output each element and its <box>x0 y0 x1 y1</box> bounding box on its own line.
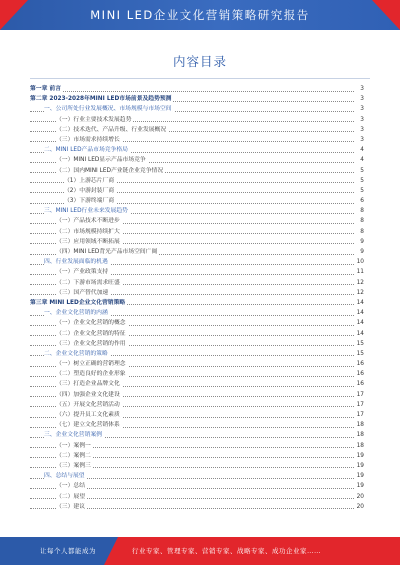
toc-page-number: 18 <box>354 430 364 440</box>
toc-entry[interactable] <box>30 145 364 155</box>
toc-entry[interactable] <box>30 115 364 125</box>
toc-entry-text: （一）产业政策支持 <box>56 267 110 277</box>
toc-entry-text: 三、MINI LED行业未来发展趋势 <box>44 206 130 216</box>
toc-page-number: 16 <box>354 359 364 369</box>
toc-page-number: 14 <box>354 298 364 308</box>
header-banner <box>0 0 400 30</box>
toc-page-number: 11 <box>354 267 364 277</box>
toc-entry[interactable] <box>30 420 364 430</box>
toc-page-number: 9 <box>354 247 364 257</box>
toc-entry-text: （三）案例三 <box>56 461 93 471</box>
toc-title: 内容目录 <box>172 54 227 69</box>
toc-entry[interactable] <box>30 390 364 400</box>
toc-entry[interactable] <box>30 461 364 471</box>
toc-page-number: 19 <box>354 461 364 471</box>
toc-entry[interactable] <box>30 186 364 196</box>
toc-entry-text: （三）国产替代加速 <box>56 288 110 298</box>
toc-entry[interactable] <box>30 176 364 186</box>
toc-page-number: 12 <box>354 288 364 298</box>
toc-entry-text: （一）MINI LED显示产品市场竞争 <box>56 155 148 165</box>
toc-page-number: 3 <box>354 125 364 135</box>
toc-page-number: 3 <box>354 115 364 125</box>
toc-entry-text: （二）市场规模持续扩大 <box>56 227 122 237</box>
toc-entry[interactable] <box>30 104 364 114</box>
toc-entry[interactable] <box>30 125 364 135</box>
toc-entry-text: （六）提升员工文化素质 <box>56 410 122 420</box>
footer-slogan-right: 行业专家、管理专家、营销专家、战略专家、成功企业家…… <box>132 547 321 555</box>
toc-page-number: 6 <box>354 196 364 206</box>
toc-entry[interactable] <box>30 278 364 288</box>
toc-entry-text: 四、总结与展望 <box>44 471 87 481</box>
toc-entry-text: （四）MINI LED背光产品市场空间广阔 <box>56 247 159 257</box>
toc-page-number: 3 <box>354 135 364 145</box>
toc-entry-text: （二）展望 <box>56 492 87 502</box>
toc-page-number: 5 <box>354 176 364 186</box>
toc-entry-text: （三）建议 <box>56 502 87 512</box>
toc-entry-text: （二）企业文化营销的特征 <box>56 329 128 339</box>
toc-entry-text: （二）技术迭代、产品升级、行业发展概况 <box>56 125 168 135</box>
toc-entry-text: （3）下游终端厂商 <box>64 196 116 206</box>
toc-page-number: 20 <box>354 492 364 502</box>
toc-entry[interactable] <box>30 502 364 512</box>
toc-entry-text: 一、公司所处行业发展概况、市场规模与市场空间 <box>44 104 174 114</box>
toc-page-number: 3 <box>354 84 364 94</box>
toc-entry[interactable] <box>30 359 364 369</box>
footer-slogan-left: 让每个人都能成为 <box>40 547 96 555</box>
toc-entry[interactable] <box>30 430 364 440</box>
toc-page-number: 4 <box>354 155 364 165</box>
toc-entry-text: （三）市场需求持续增长 <box>56 135 122 145</box>
toc-entry[interactable] <box>30 155 364 165</box>
toc-entry[interactable] <box>30 206 364 216</box>
toc-entry[interactable] <box>30 247 364 257</box>
toc-entry-text: 第二章 2023-2028年MINI LED市场前景及趋势预测 <box>30 94 173 104</box>
toc-list <box>30 84 364 512</box>
toc-entry[interactable] <box>30 298 364 308</box>
toc-entry-text: 四、行业发展面临的机遇 <box>44 257 110 267</box>
toc-entry[interactable] <box>30 135 364 145</box>
toc-entry-text: （一）总结 <box>56 481 87 491</box>
toc-page-number: 20 <box>354 502 364 512</box>
toc-page-number: 5 <box>354 186 364 196</box>
toc-entry-text: （二）国内MINI LED产业链企业竞争情况 <box>56 166 165 176</box>
toc-entry-text: （一）产品技术不断进步 <box>56 216 122 226</box>
toc-page-number: 19 <box>354 451 364 461</box>
toc-entry[interactable] <box>30 339 364 349</box>
toc-entry-text: （一）行业主要技术发展趋势 <box>56 115 133 125</box>
toc-entry[interactable] <box>30 492 364 502</box>
toc-entry-text: （一）案例一 <box>56 441 93 451</box>
report-title: MINI LED企业文化营销策略研究报告 <box>90 8 310 22</box>
toc-page-number: 10 <box>354 257 364 267</box>
toc-page-number: 8 <box>354 206 364 216</box>
toc-entry[interactable] <box>30 196 364 206</box>
toc-entry[interactable] <box>30 349 364 359</box>
title-divider <box>30 78 370 79</box>
toc-page-number: 16 <box>354 379 364 389</box>
toc-entry[interactable] <box>30 369 364 379</box>
toc-entry-text: （三）应用领域不断拓展 <box>56 237 122 247</box>
toc-entry-text: （二）案例二 <box>56 451 93 461</box>
toc-page-number: 12 <box>354 278 364 288</box>
toc-entry[interactable] <box>30 481 364 491</box>
footer-red-wedge <box>104 537 118 565</box>
toc-page-number: 14 <box>354 318 364 328</box>
toc-page-number: 17 <box>354 410 364 420</box>
toc-leader-dots <box>30 91 354 92</box>
toc-entry[interactable] <box>30 308 364 318</box>
toc-entry[interactable] <box>30 227 364 237</box>
toc-page-number: 14 <box>354 308 364 318</box>
toc-entry[interactable] <box>30 441 364 451</box>
toc-page-number: 17 <box>354 390 364 400</box>
toc-entry[interactable] <box>30 379 364 389</box>
toc-entry-text: （二）塑造良好的企业形象 <box>56 369 128 379</box>
toc-entry-text: 三、企业文化营销案例 <box>44 430 104 440</box>
toc-entry[interactable] <box>30 257 364 267</box>
toc-page-number: 14 <box>354 329 364 339</box>
toc-page-number: 18 <box>354 441 364 451</box>
toc-page-number: 3 <box>354 94 364 104</box>
toc-entry-text: （2）中游封装厂商 <box>64 186 116 196</box>
toc-entry[interactable] <box>30 267 364 277</box>
toc-entry-text: （五）开展文化营销活动 <box>56 400 122 410</box>
toc-entry-text: 二、MINI LED产品市场竞争格局 <box>44 145 130 155</box>
toc-entry-text: （一）企业文化营销的概念 <box>56 318 128 328</box>
toc-entry[interactable] <box>30 84 364 94</box>
toc-entry[interactable] <box>30 166 364 176</box>
toc-entry-text: （二）下游市场需求旺盛 <box>56 278 122 288</box>
toc-entry-text: 一、企业文化营销的内涵 <box>44 308 110 318</box>
toc-entry[interactable] <box>30 237 364 247</box>
toc-page-number: 9 <box>354 237 364 247</box>
toc-page-number: 15 <box>354 349 364 359</box>
toc-page-number: 15 <box>354 339 364 349</box>
toc-page-number: 19 <box>354 481 364 491</box>
toc-entry-text: （一）树立正确的营销理念 <box>56 359 128 369</box>
toc-page-number: 17 <box>354 400 364 410</box>
toc-entry[interactable] <box>30 94 364 104</box>
toc-page-number: 8 <box>354 227 364 237</box>
toc-page-number: 3 <box>354 104 364 114</box>
toc-entry[interactable] <box>30 318 364 328</box>
toc-entry[interactable] <box>30 329 364 339</box>
toc-entry[interactable] <box>30 288 364 298</box>
toc-entry-text: 二、企业文化营销的策略 <box>44 349 110 359</box>
toc-entry[interactable] <box>30 400 364 410</box>
toc-page-number: 5 <box>354 166 364 176</box>
toc-page-number: 19 <box>354 471 364 481</box>
toc-entry[interactable] <box>30 471 364 481</box>
toc-page-number: 18 <box>354 420 364 430</box>
toc-entry-text: 第三章 MINI LED企业文化营销策略 <box>30 298 127 308</box>
toc-entry-text: （三）打造企业品牌文化 <box>56 379 122 389</box>
toc-entry-text: （1）上游芯片厂商 <box>64 176 116 186</box>
toc-page-number: 8 <box>354 216 364 226</box>
toc-entry-text: 第一章 前言 <box>30 84 63 94</box>
toc-entry-text: （四）加强企业文化建设 <box>56 390 122 400</box>
toc-page-number: 4 <box>354 145 364 155</box>
toc-entry[interactable] <box>30 216 364 226</box>
toc-entry[interactable] <box>30 410 364 420</box>
toc-entry-text: （七）建立文化营销体系 <box>56 420 122 430</box>
toc-page-number: 16 <box>354 369 364 379</box>
toc-entry-text: （三）企业文化营销的作用 <box>56 339 128 349</box>
toc-entry[interactable] <box>30 451 364 461</box>
